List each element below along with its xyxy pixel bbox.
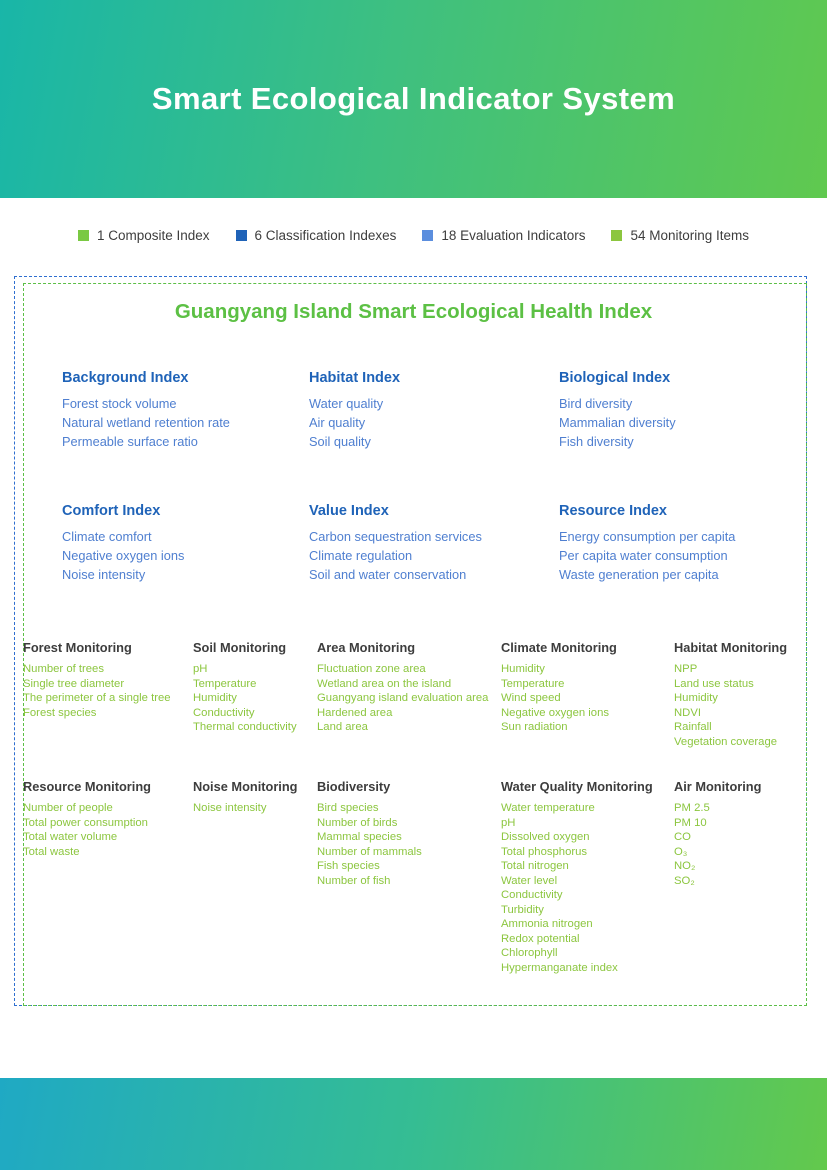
monitoring-item: Bird species: [317, 802, 379, 814]
monitoring-group-noise: [193, 779, 313, 816]
evaluation-indicator: Noise intensity: [62, 567, 146, 582]
monitoring-title: Habitat Monitoring: [674, 640, 788, 655]
monitoring-item: Land area: [317, 721, 368, 733]
header-banner: [0, 0, 827, 198]
monitoring-item: Hypermanganate index: [501, 961, 618, 974]
page-title: Smart Ecological Indicator System: [151, 81, 676, 116]
monitoring-group-resource: [23, 779, 191, 859]
evaluation-indicator: Per capita water consumption: [559, 548, 728, 563]
classification-title: Resource Index: [559, 503, 667, 519]
legend-label: 18 Evaluation Indicators: [441, 228, 586, 243]
monitoring-item: Number of mammals: [317, 845, 422, 858]
monitoring-item: Thermal conductivity: [193, 721, 297, 733]
evaluation-indicator: Bird diversity: [559, 396, 633, 411]
evaluation-indicator: Climate regulation: [309, 548, 413, 563]
monitoring-title: Biodiversity: [317, 779, 391, 794]
monitoring-item: Total power consumption: [23, 816, 148, 829]
legend-item-evaluation: [422, 228, 585, 243]
monitoring-item: Total water volume: [23, 831, 118, 843]
monitoring-item: Total waste: [23, 845, 80, 858]
monitoring-item: Number of people: [23, 802, 113, 814]
footer-banner: [0, 1078, 827, 1170]
evaluation-indicator: Air quality: [309, 415, 366, 430]
monitoring-item: Fluctuation zone area: [317, 663, 426, 675]
legend: [0, 228, 827, 243]
legend-swatch-icon: [422, 230, 433, 241]
monitoring-item: Mammal species: [317, 831, 402, 843]
monitoring-item: Total phosphorus: [501, 845, 588, 858]
monitoring-item: Conductivity: [193, 706, 255, 719]
classification-group-resource: [559, 503, 782, 584]
classification-group-comfort: [62, 503, 309, 584]
monitoring-title: Area Monitoring: [317, 640, 416, 655]
monitoring-item: Sun radiation: [501, 721, 568, 733]
classification-title: Biological Index: [559, 370, 671, 386]
classification-grid: [62, 370, 782, 584]
legend-label: 54 Monitoring Items: [630, 228, 750, 243]
evaluation-indicator: Natural wetland retention rate: [62, 415, 230, 430]
monitoring-item: Fish species: [317, 860, 380, 872]
monitoring-item: Humidity: [674, 692, 718, 704]
monitoring-item: Water level: [501, 874, 558, 887]
monitoring-group-air: [674, 779, 814, 888]
evaluation-indicator: Negative oxygen ions: [62, 548, 185, 563]
monitoring-item: Turbidity: [501, 903, 544, 916]
monitoring-item: Number of birds: [317, 816, 398, 829]
classification-title: Habitat Index: [309, 370, 401, 386]
monitoring-item: Temperature: [501, 677, 565, 690]
monitoring-item: pH: [501, 816, 516, 829]
monitoring-title: Forest Monitoring: [23, 640, 132, 655]
monitoring-item: Dissolved oxygen: [501, 831, 590, 843]
monitoring-item: CO: [674, 831, 691, 843]
monitoring-group-water-quality: [501, 779, 676, 975]
monitoring-item: NDVI: [674, 706, 701, 719]
legend-swatch-icon: [611, 230, 622, 241]
monitoring-item: Vegetation coverage: [674, 735, 778, 748]
evaluation-indicator: Fish diversity: [559, 434, 634, 449]
monitoring-item: Number of fish: [317, 874, 391, 887]
evaluation-indicator: Soil quality: [309, 434, 371, 449]
classification-group-habitat: [309, 370, 559, 451]
monitoring-item: Guangyang island evaluation area: [317, 692, 489, 704]
monitoring-item: Humidity: [193, 692, 237, 704]
monitoring-item: Hardened area: [317, 706, 393, 719]
monitoring-group-forest: [23, 640, 191, 720]
evaluation-indicator: Soil and water conservation: [309, 567, 467, 582]
legend-item-classification: [236, 228, 397, 243]
classification-title: Value Index: [309, 503, 389, 519]
legend-item-monitoring: [611, 228, 749, 243]
monitoring-title: Climate Monitoring: [501, 640, 617, 655]
classification-group-background: [62, 370, 309, 451]
monitoring-item: Total nitrogen: [501, 860, 569, 872]
monitoring-group-soil: [193, 640, 313, 735]
evaluation-indicator: Forest stock volume: [62, 396, 177, 411]
monitoring-title: Soil Monitoring: [193, 640, 287, 655]
monitoring-item: Noise intensity: [193, 802, 267, 814]
monitoring-item: Wetland area on the island: [317, 677, 452, 690]
monitoring-item: O₃: [674, 845, 688, 858]
classification-title: Comfort Index: [62, 503, 161, 519]
monitoring-title: Noise Monitoring: [193, 779, 298, 794]
monitoring-item: Ammonia nitrogen: [501, 918, 593, 930]
monitoring-item: pH: [193, 663, 208, 675]
monitoring-item: Number of trees: [23, 663, 104, 675]
evaluation-indicator: Mammalian diversity: [559, 415, 676, 430]
monitoring-group-climate: [501, 640, 651, 735]
monitoring-item: Conductivity: [501, 889, 563, 901]
monitoring-item: Humidity: [501, 663, 545, 675]
evaluation-indicator: Carbon sequestration services: [309, 529, 482, 544]
monitoring-item: Water temperature: [501, 802, 595, 814]
legend-label: 6 Classification Indexes: [254, 228, 397, 243]
monitoring-item: Forest species: [23, 706, 97, 719]
monitoring-item: PM 10: [674, 816, 707, 829]
monitoring-item: NPP: [674, 663, 698, 675]
monitoring-item: Negative oxygen ions: [501, 706, 610, 719]
evaluation-indicator: Energy consumption per capita: [559, 529, 736, 544]
monitoring-title: Resource Monitoring: [23, 779, 151, 794]
evaluation-indicator: Waste generation per capita: [559, 567, 719, 582]
classification-title: Background Index: [62, 370, 189, 386]
legend-swatch-icon: [236, 230, 247, 241]
evaluation-indicator: Water quality: [309, 396, 384, 411]
monitoring-title: Water Quality Monitoring: [501, 779, 653, 794]
legend-swatch-icon: [78, 230, 89, 241]
monitoring-item: Single tree diameter: [23, 677, 125, 690]
evaluation-indicator: Permeable surface ratio: [62, 434, 198, 449]
monitoring-item: Wind speed: [501, 692, 561, 704]
monitoring-item: Temperature: [193, 677, 257, 690]
monitoring-item: SO₂: [674, 874, 695, 887]
monitoring-item: Land use status: [674, 677, 754, 690]
legend-label: 1 Composite Index: [96, 228, 210, 243]
monitoring-item: Redox potential: [501, 932, 580, 945]
monitoring-item: Rainfall: [674, 721, 712, 733]
monitoring-group-habitat: [674, 640, 814, 749]
monitoring-group-biodiversity: [317, 779, 502, 888]
monitoring-group-area: [317, 640, 502, 735]
classification-group-value: [309, 503, 559, 584]
composite-index-title: Guangyang Island Smart Ecological Health Index: [174, 300, 653, 323]
monitoring-item: Chlorophyll: [501, 947, 558, 959]
monitoring-item: The perimeter of a single tree: [23, 692, 171, 704]
legend-item-composite: [78, 228, 210, 243]
classification-group-biological: [559, 370, 782, 451]
monitoring-item: NO₂: [674, 860, 696, 872]
monitoring-item: PM 2.5: [674, 802, 710, 814]
evaluation-indicator: Climate comfort: [62, 529, 152, 544]
monitoring-title: Air Monitoring: [674, 779, 762, 794]
